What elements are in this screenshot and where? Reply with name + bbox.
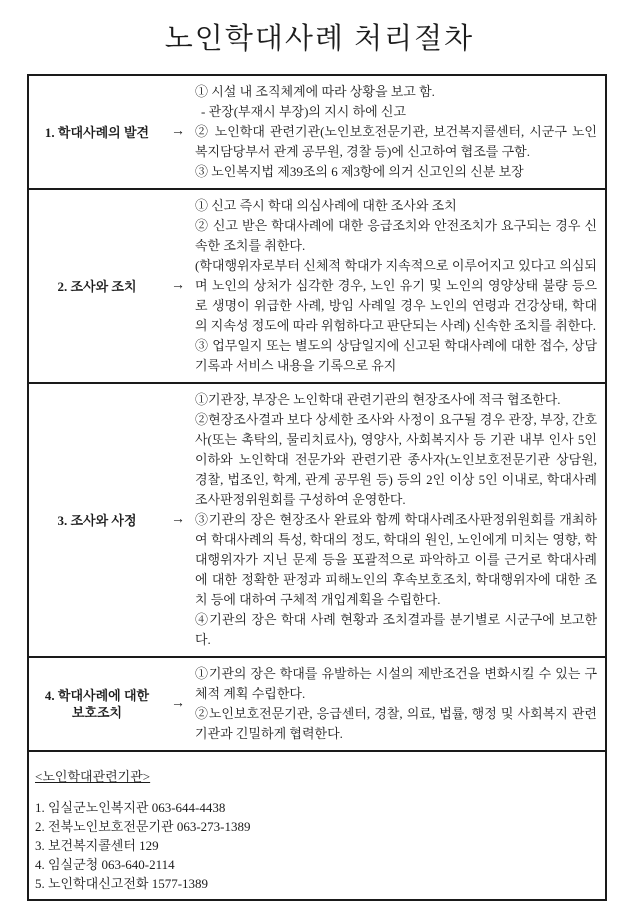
- table-row-investigation-action: [29, 188, 605, 382]
- paragraph: ① 신고 즉시 학대 의심사례에 대한 조사와 조치: [195, 198, 457, 213]
- table-row-investigation-assessment: [29, 382, 605, 656]
- paragraph: ③ 업무일지 또는 별도의 상담일지에 신고된 학대사례에 대한 접수, 상담기록과 서비스 내용을 기록으로 유지: [195, 338, 597, 373]
- org-list-item: 4. 임실군청 063-640-2114: [35, 857, 175, 872]
- paragraph: ② 노인학대 관련기관(노인보호전문기관, 보건복지콜센터, 시군구 노인복지담당부서 관계 공무원, 경찰 등)에 신고하여 협조를 구함.: [195, 124, 597, 159]
- org-list-item: 2. 전북노인보호전문기관 063-273-1389: [35, 819, 251, 834]
- row-label-text: 2. 조사와 조치: [57, 278, 137, 294]
- flow-arrow-icon: →: [171, 278, 185, 293]
- row-label-text: 1. 학대사례의 발견: [44, 124, 150, 140]
- paragraph: ①기관의 장은 학대를 유발하는 시설의 제반조건을 변화시킬 수 있는 구체적 계획 수립한다.: [195, 666, 597, 701]
- table-row-discovery: [29, 76, 605, 188]
- paragraph: ② 신고 받은 학대사례에 대한 응급조치와 안전조치가 요구되는 경우 신속한 조치를 취한다.: [195, 218, 597, 253]
- row-label: [29, 384, 161, 656]
- procedure-table: [27, 74, 607, 901]
- table-row-protection-measures: [29, 656, 605, 750]
- row-label-text-2: 보호조치: [71, 705, 123, 720]
- row-content: [195, 76, 605, 188]
- related-orgs-section: [29, 750, 605, 899]
- paragraph: ④기관의 장은 학대 사례 현황과 조치결과를 분기별로 시군구에 보고한다.: [195, 612, 597, 647]
- org-list: [35, 798, 593, 893]
- row-content: [195, 658, 605, 750]
- org-list-item: 5. 노인학대신고전화 1577-1389: [35, 876, 209, 891]
- org-list-item: 3. 보건복지콜센터 129: [35, 838, 159, 853]
- row-label-text: 3. 조사와 사정: [57, 512, 137, 528]
- flow-arrow-icon: →: [171, 696, 185, 711]
- paragraph: ①기관장, 부장은 노인학대 관련기관의 현장조사에 적극 협조한다.: [195, 392, 561, 407]
- paragraph: ②노인보호전문기관, 응급센터, 경찰, 의료, 법률, 행정 및 사회복지 관련 기관과 긴밀하게 협력한다.: [195, 706, 597, 741]
- page-title: 노인학대사례 처리절차: [164, 23, 475, 55]
- paragraph: ① 시설 내 조직체계에 따라 상황을 보고 함.: [195, 84, 435, 99]
- paragraph: (학대행위자로부터 신체적 학대가 지속적으로 이루어지고 있다고 의심되며 노인의 상처가 심각한 경우, 노인 유기 및 노인의 영양상태 불량 등으로 생명이 위급한 사례, 방임 사례일 경우 노인의 연령과 건강상태, 학대의 지속성 정도에 따라 위험하다고 판단되는 사례) 신속한 조치를 취한다.: [195, 258, 597, 333]
- row-label: [29, 190, 161, 382]
- paragraph: - 관장(부재시 부장)의 지시 하에 신고: [201, 104, 407, 119]
- paragraph: ③기관의 장은 현장조사 완료와 함께 학대사례조사판정위원회를 개최하여 학대사례의 특성, 학대의 정도, 학대의 원인, 노인에게 미치는 영향, 학대행위자가 지닌 문제 등을 포괄적으로 파악하고 이를 근거로 학대사례에 대한 정확한 판정과 피해노인의 후속보호조치, 학대행위자에 대한 조치 등에 대하여 구체적 개입계획을 수립한다.: [195, 512, 597, 607]
- related-orgs-heading: <노인학대관련기관>: [35, 769, 151, 784]
- paragraph: ②현장조사결과 보다 상세한 조사와 사정이 요구될 경우 관장, 부장, 간호사(또는 촉탁의, 물리치료사), 영양사, 사회복지사 등 기관 내부 인사 5인 이하와 노인학대 전문가와 관련기관 종사자(노인보호전문기관 상담원, 경찰, 법조인, 학계, 관계 공무원 등) 등의 2인 이상 5인 이내로, 학대사례조사판정위원회를 구성하여 운영한다.: [195, 412, 597, 507]
- flow-arrow-icon: →: [171, 124, 185, 139]
- flow-arrow-icon: →: [171, 512, 185, 527]
- row-label: [29, 658, 161, 750]
- row-content: [195, 190, 605, 382]
- row-label: [29, 76, 161, 188]
- paragraph: ③ 노인복지법 제39조의 6 제3항에 의거 신고인의 신분 보장: [195, 164, 524, 179]
- row-content: [195, 384, 605, 656]
- org-list-item: 1. 임실군노인복지관 063-644-4438: [35, 800, 226, 815]
- row-label-text: 4. 학대사례에 대한: [44, 688, 150, 703]
